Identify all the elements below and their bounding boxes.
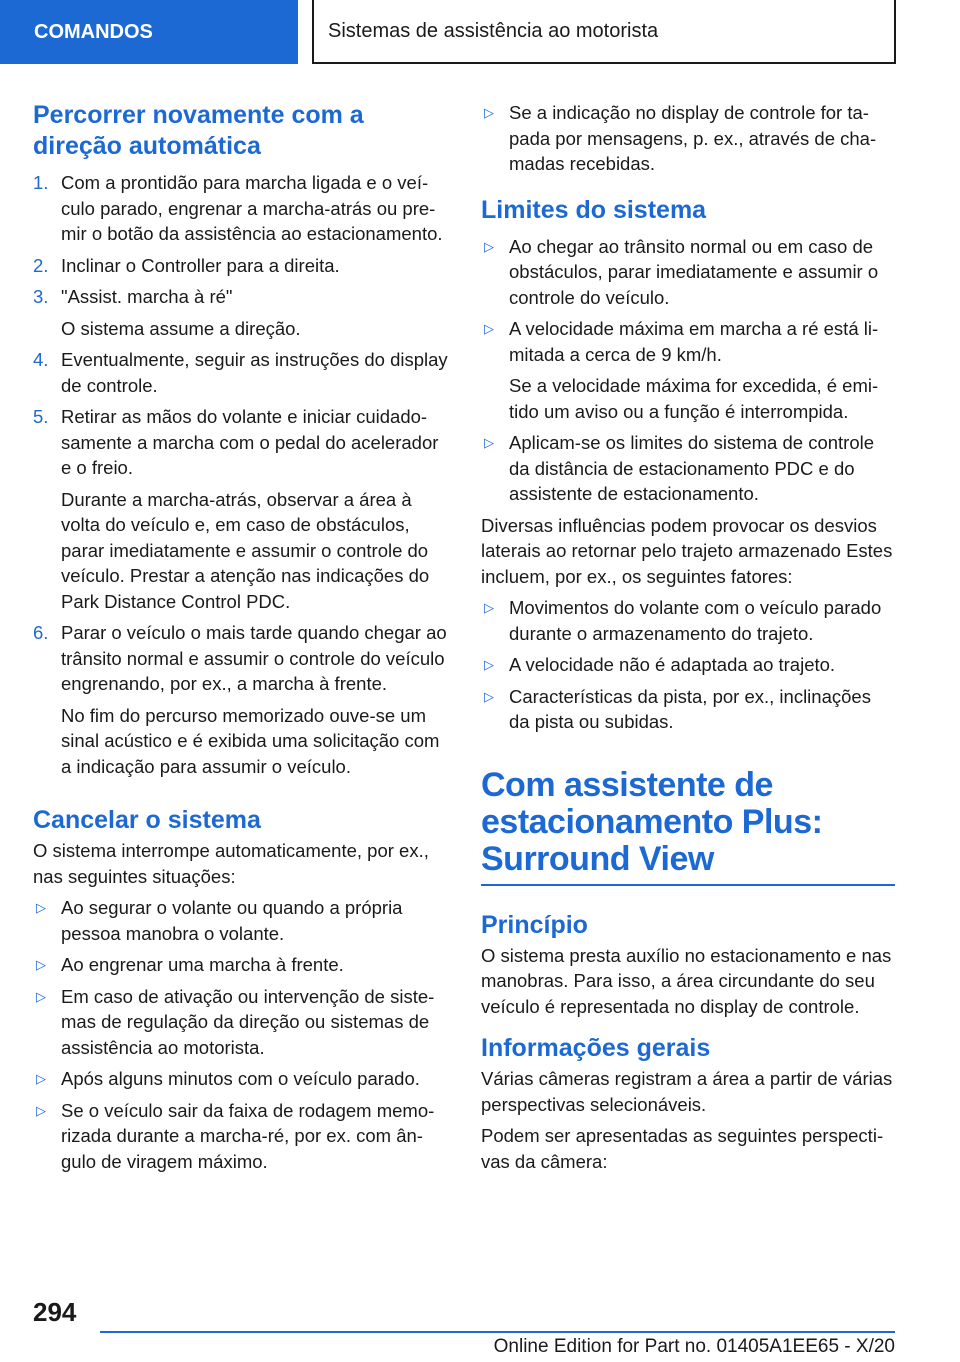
item-body bbox=[61, 620, 449, 779]
item-text: Se a velocidade máxima for excedida, é emitido um aviso ou a função é interrompida. bbox=[509, 375, 879, 422]
triangle-bullet-icon: ▷ bbox=[36, 957, 46, 972]
item-body bbox=[509, 684, 895, 735]
info-text-1: Várias câmeras registram a área a partir de várias perspectivas selecionáveis. bbox=[481, 1068, 893, 1115]
step-item bbox=[33, 170, 449, 247]
bullet-item bbox=[481, 652, 895, 678]
info-text-2: Podem ser apresentadas as seguintes perspectivas da câmera: bbox=[481, 1125, 884, 1172]
item-text: Eventualmente, seguir as instruções do display de controle. bbox=[61, 349, 448, 396]
item-text: A velocidade máxima em marcha a ré está limitada a cerca de 9 km/h. bbox=[509, 318, 879, 365]
item-body bbox=[509, 234, 895, 311]
step-number: 5. bbox=[33, 406, 49, 427]
step-item bbox=[33, 284, 449, 341]
chapter-label: COMANDOS bbox=[34, 20, 153, 43]
item-body bbox=[61, 895, 449, 946]
triangle-bullet-icon: ▷ bbox=[36, 1102, 46, 1118]
bullet-item bbox=[481, 316, 895, 424]
step-item bbox=[33, 347, 449, 398]
item-body bbox=[509, 316, 895, 424]
step-number: 4. bbox=[33, 349, 49, 370]
page-number: 294 bbox=[33, 1297, 77, 1327]
triangle-bullet-icon: ▷ bbox=[484, 105, 494, 120]
item-text: Após alguns minutos com o veículo parado. bbox=[61, 1068, 420, 1089]
bullet-item bbox=[33, 1098, 449, 1175]
item-text: Características da pista, por ex., inclinações da pista ou subidas. bbox=[509, 685, 871, 732]
item-text: Em caso de ativação ou intervenção de sistemas de regulação da direção ou sistemas de assistência ao motorista. bbox=[61, 985, 435, 1058]
chapter-tab bbox=[0, 0, 298, 64]
item-text: Movimentos do volante com o veículo parado durante o armazenamento do trajeto. bbox=[509, 597, 882, 644]
bullet-item bbox=[481, 234, 895, 311]
principio-text: O sistema presta auxílio no estacionamento e nas manobras. Para isso, a área circundante do seu veículo é representada no display de controle. bbox=[481, 944, 892, 1017]
item-body bbox=[61, 1066, 449, 1092]
heading-info: Informações gerais bbox=[481, 1034, 711, 1062]
item-body bbox=[61, 984, 449, 1061]
step-number: 1. bbox=[33, 172, 49, 193]
triangle-bullet-icon: ▷ bbox=[484, 600, 494, 615]
item-body bbox=[61, 170, 449, 247]
steps-list bbox=[33, 170, 449, 779]
left-column bbox=[33, 100, 449, 1180]
triangle-bullet-icon: ▷ bbox=[36, 900, 46, 915]
triangle-bullet-icon: ▷ bbox=[36, 1071, 46, 1086]
right-column bbox=[481, 100, 895, 1174]
step-number: 3. bbox=[33, 286, 49, 307]
heading-surround-view: Com assistente de estacionamento Plus: Surround View bbox=[481, 767, 895, 886]
bullet-item bbox=[481, 430, 895, 507]
triangle-bullet-icon: ▷ bbox=[484, 238, 494, 254]
heading-cancelar: Cancelar o sistema bbox=[33, 806, 261, 834]
bullet-item bbox=[481, 684, 895, 735]
step-number: 6. bbox=[33, 622, 49, 643]
item-body bbox=[61, 404, 449, 614]
item-body bbox=[61, 952, 449, 978]
section-label: Sistemas de assistência ao motorista bbox=[328, 19, 659, 42]
step-item bbox=[33, 620, 449, 779]
item-body bbox=[509, 430, 895, 507]
item-body bbox=[509, 595, 895, 646]
item-body bbox=[61, 284, 449, 341]
item-text: Durante a marcha-atrás, observar a área à volta do veículo e, em caso de obstáculos, parar imediatamente e assumir o controle do veículo. Prestar a atenção nas indicações do Park Distance Control PDC. bbox=[61, 488, 430, 612]
footer-divider bbox=[100, 1331, 895, 1333]
item-body bbox=[509, 652, 895, 678]
triangle-bullet-icon: ▷ bbox=[484, 321, 494, 336]
bullet-item bbox=[33, 952, 449, 978]
footer-edition: Online Edition for Part no. 01405A1EE65 - X/20 bbox=[493, 1336, 895, 1357]
item-text: Se a indicação no display de controle for tapada por mensagens, p. ex., através de chamadas recebidas. bbox=[509, 102, 877, 174]
diversas-text: Diversas influências podem provocar os desvios laterais ao retornar pelo trajeto armazenado Estes incluem, por ex., os seguintes fatores: bbox=[481, 514, 893, 587]
bullet-item bbox=[33, 895, 449, 946]
item-text: O sistema assume a direção. bbox=[61, 317, 301, 339]
bullet-item bbox=[481, 595, 895, 646]
item-body bbox=[509, 100, 895, 177]
item-text: Se o veículo sair da faixa de rodagem memorizada durante a marcha-ré, por ex. com ângulo de viragem máximo. bbox=[61, 1099, 435, 1172]
heading-limites: Limites do sistema bbox=[481, 195, 707, 224]
item-text: No fim do percurso memorizado ouve-se um sinal acústico e é exibida uma solicitação com a indicação para assumir o veículo. bbox=[61, 704, 440, 777]
item-text: A velocidade não é adaptada ao trajeto. bbox=[509, 654, 836, 675]
item-body bbox=[61, 1098, 449, 1175]
bullet-item bbox=[481, 100, 895, 177]
limites-list bbox=[481, 234, 895, 507]
fatores-list bbox=[481, 595, 895, 735]
item-text: Parar o veículo o mais tarde quando chegar ao trânsito normal e assumir o controle do veículo engrenando, por ex., a marcha à frente. bbox=[61, 622, 447, 694]
step-item bbox=[33, 253, 449, 279]
triangle-bullet-icon: ▷ bbox=[484, 657, 494, 672]
item-text: Ao segurar o volante ou quando a própria pessoa manobra o volante. bbox=[61, 897, 403, 944]
item-text: Com a prontidão para marcha ligada e o veículo parado, engrenar a marcha-atrás ou premir o botão da assistência ao estacionamento. bbox=[61, 172, 443, 244]
item-text: Ao chegar ao trânsito normal ou em caso de obstáculos, parar imediatamente e assumir o controle do veículo. bbox=[509, 235, 879, 308]
continued-list bbox=[481, 100, 895, 177]
step-item bbox=[33, 404, 449, 614]
bullet-item bbox=[33, 1066, 449, 1092]
item-text: Inclinar o Controller para a direita. bbox=[61, 254, 340, 276]
item-body bbox=[61, 347, 449, 398]
item-text: Retirar as mãos do volante e iniciar cuidadosamente a marcha com o pedal do acelerador e o freio. bbox=[61, 406, 439, 478]
cancelar-intro: O sistema interrompe automaticamente, por ex., nas seguintes situações: bbox=[33, 840, 429, 887]
heading-percorrer: Percorrer novamente com a direção automática bbox=[33, 101, 364, 160]
cancelar-list bbox=[33, 895, 449, 1174]
bullet-item bbox=[33, 984, 449, 1061]
triangle-bullet-icon: ▷ bbox=[484, 435, 494, 450]
section-header bbox=[312, 0, 896, 64]
item-text: "Assist. marcha à ré" bbox=[61, 286, 233, 307]
step-number: 2. bbox=[33, 254, 49, 276]
item-body bbox=[61, 253, 449, 279]
item-text: Ao engrenar uma marcha à frente. bbox=[61, 954, 344, 975]
item-text: Aplicam-se os limites do sistema de controle da distância de estacionamento PDC e do assistente de estacionamento. bbox=[509, 432, 875, 504]
heading-principio: Princípio bbox=[481, 910, 588, 939]
triangle-bullet-icon: ▷ bbox=[484, 688, 494, 704]
triangle-bullet-icon: ▷ bbox=[36, 988, 46, 1004]
